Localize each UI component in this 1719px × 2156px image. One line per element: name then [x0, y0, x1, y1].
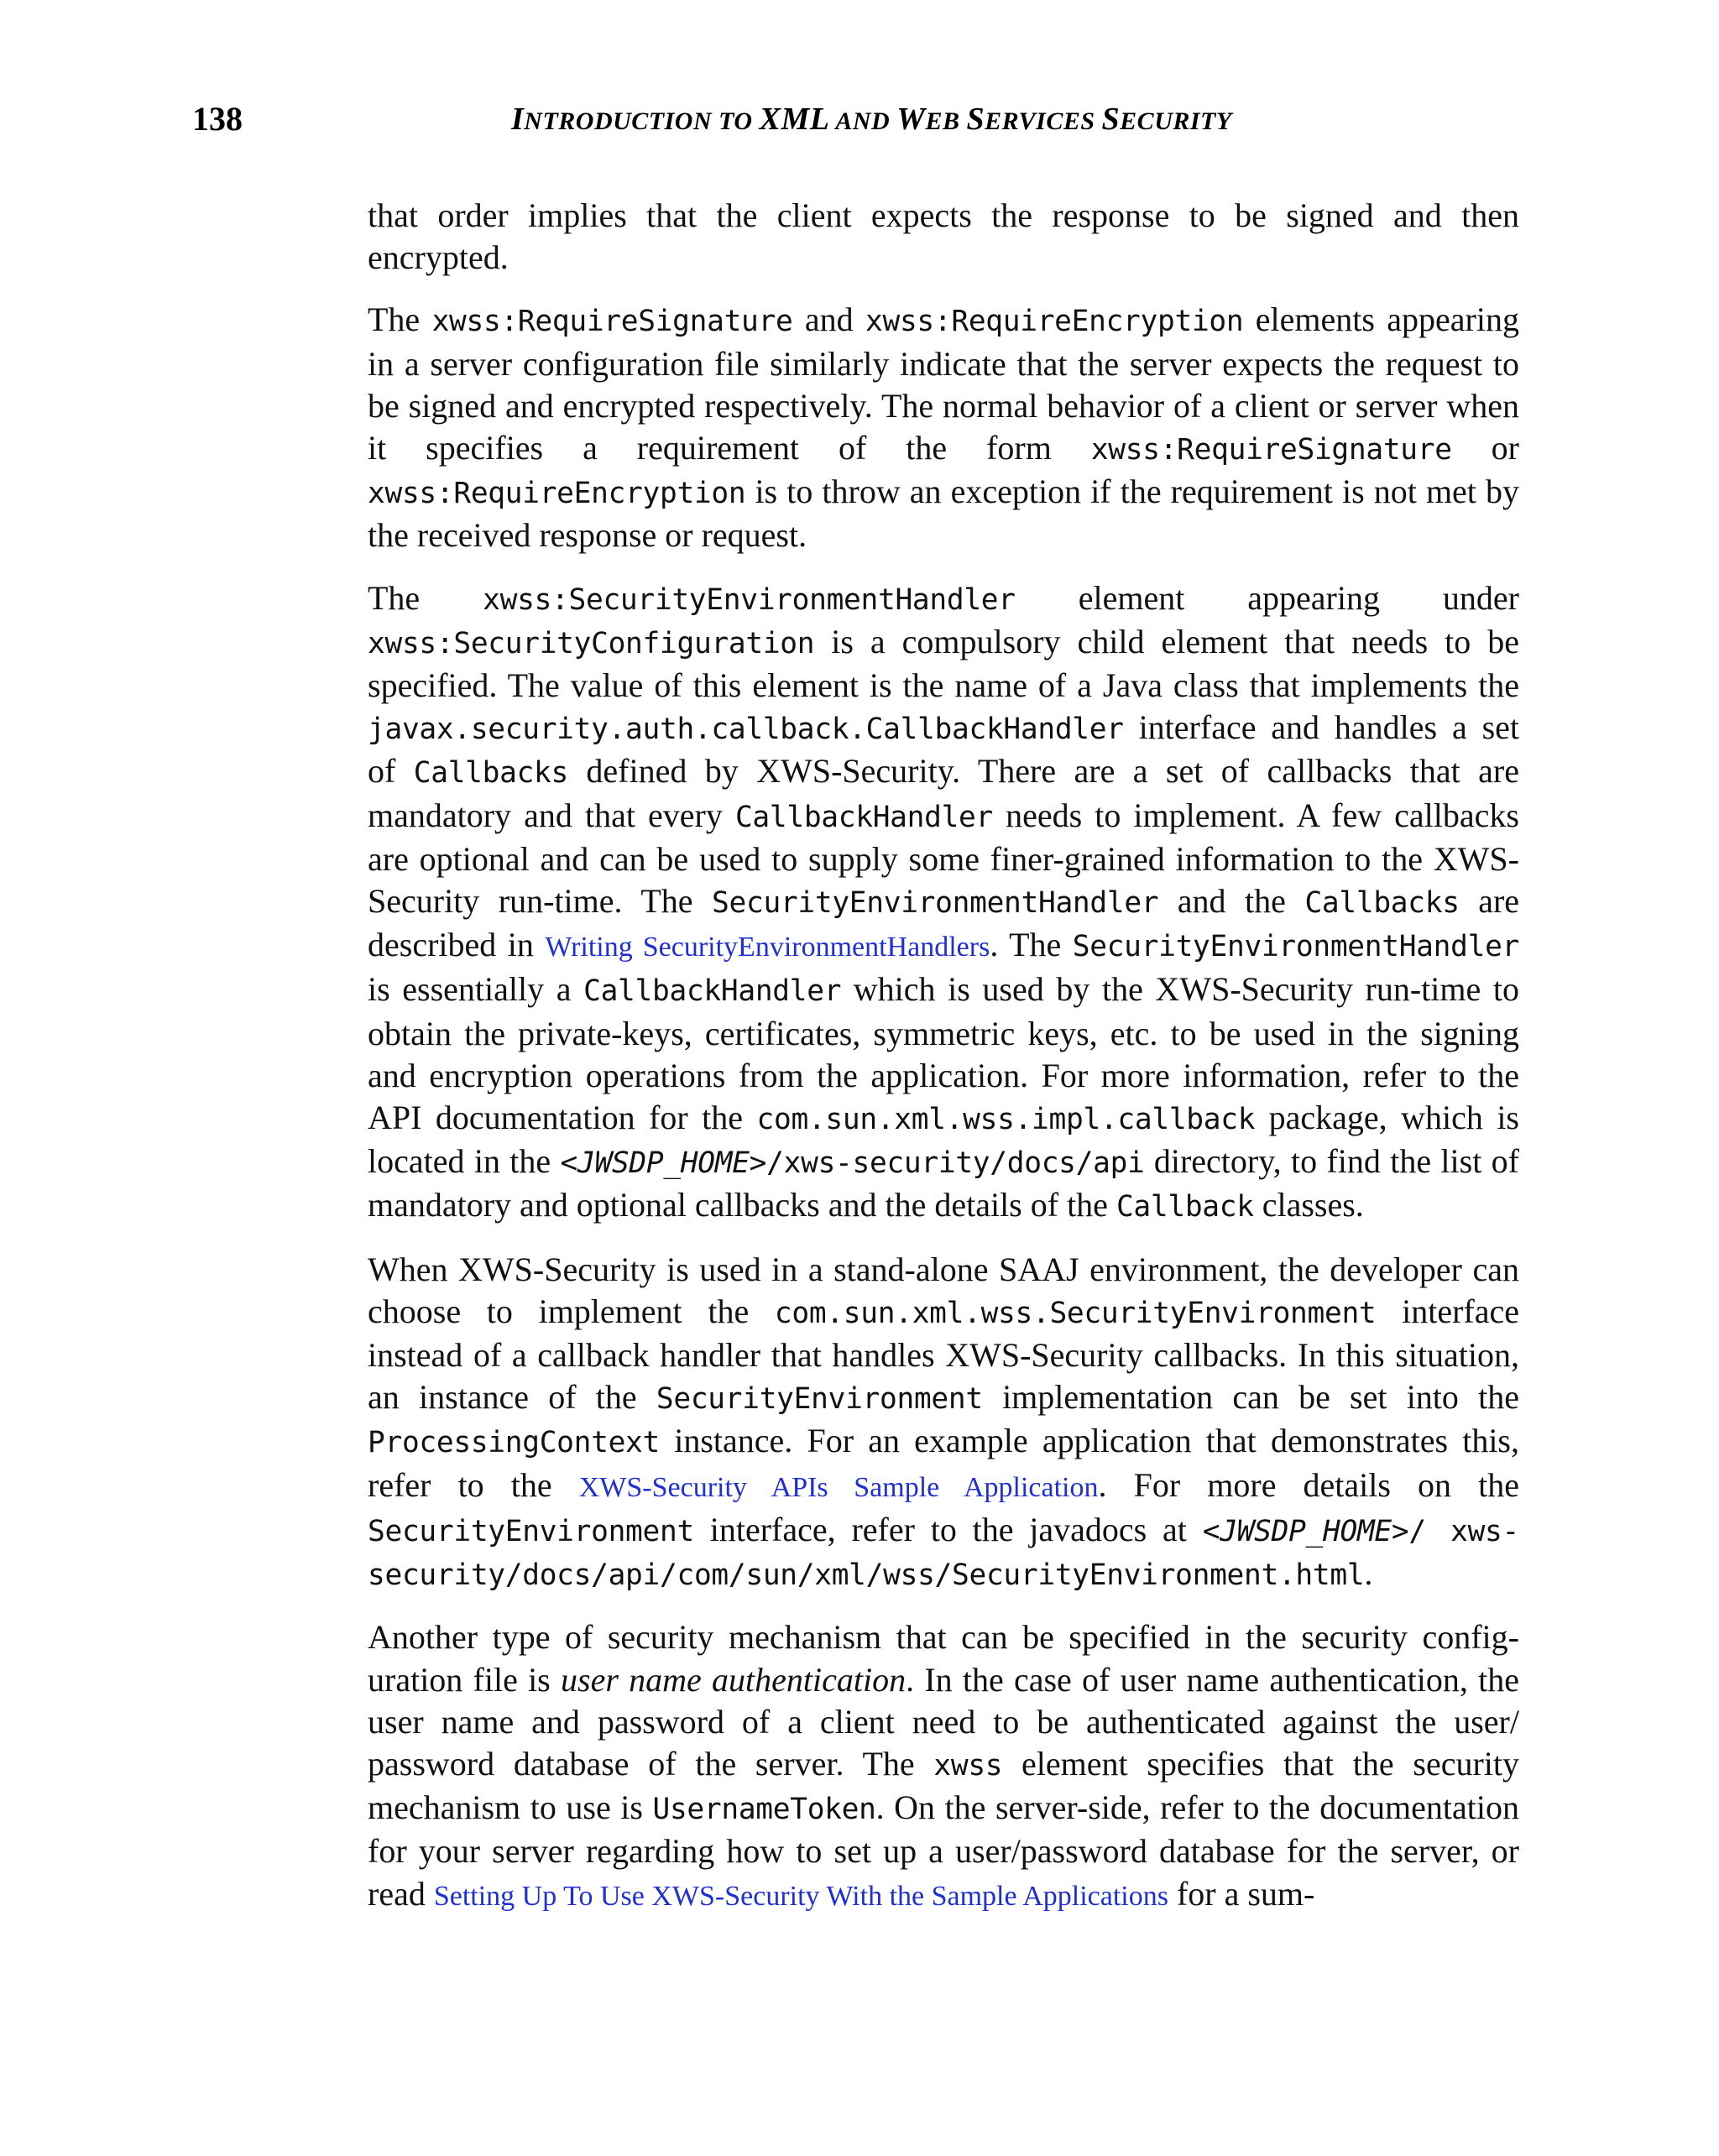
link-xws-security-apis-sample-application[interactable]: XWS-Security APIs Sample Application: [578, 1471, 1099, 1503]
link-writing-security-environment-handlers[interactable]: Writing SecurityEnvironmentHandlers: [545, 932, 990, 963]
link-setting-up-xws-security[interactable]: Setting Up To Use XWS-Security With the Sample Applications: [433, 1880, 1168, 1912]
code-span: /xws-security/docs/api: [766, 1146, 1145, 1181]
code-span: SecurityEnvironment: [368, 1514, 694, 1548]
code-span: xwss: [933, 1748, 1003, 1783]
code-span: SecurityEnvironmentHandler: [1072, 930, 1520, 964]
code-span: / xws-security/docs/api/com/sun/xml/wss/SecurityEnvironment.html: [368, 1514, 1520, 1593]
code-span: CallbackHandler: [734, 800, 993, 834]
paragraph-4: When XWS-Security is used in a stand-alone SAAJ environment, the developer can choose to implement the com.sun.xml.wss.SecurityEnvironment interface instead of a callback handler that handles XWS-Security callbacks. In this situation, an instance of the SecurityEnvironment implementation can be set into the ProcessingContext instance. For an example application that demonstrates this, refer to the XWS-Security APIs Sample Application. For more details on the SecurityEnvironment interface, refer to the javadocs at <JWSDP_HOME>/ xws-security/docs/api/com/sun/xml/wss/SecurityEnvironment.html.: [368, 1250, 1520, 1593]
code-span: xwss:RequireEncryption: [368, 477, 746, 511]
code-span: SecurityEnvironmentHandler: [712, 886, 1159, 921]
code-span: UsernameToken: [652, 1793, 876, 1827]
paragraph-3: The xwss:SecurityEnvironmentHandler element appearing under xwss:SecurityConfiguration is a compulsory child element that needs to be specified. The value of this element is the name of a Java class that implements the javax.security.auth.callback.CallbackHandler interface and handles a set of Callbacks defined by XWS-Security. There are a set of callbacks that are mandatory and that every CallbackHandler needs to implement. A few callbacks are optional and can be used to supply some finer-grained information to the XWS-Security run-time. The SecurityEnvironmentHandler and the Callbacks are described in Writing SecurityEnvironmentHandlers. The SecurityEnvironmentHandler is essentially a CallbackHandler which is used by the XWS-Security run-time to obtain the private-keys, certificates, symmetric keys, etc. to be used in the signing and encryption operations from the application. For more information, refer to the API documentation for the com.sun.xml.wss.impl.callback package, which is located in the <JWSDP_HOME>/xws-security/docs/api directory, to find the list of mandatory and optional callbacks and the details of the Callback classes.: [368, 578, 1520, 1224]
code-span: <JWSDP_HOME>: [560, 1146, 767, 1181]
paragraph-5: Another type of security mechanism that can be specified in the security configuration file is user name authentication. In the case of user name authentication, the user name and password of a client need to be authenticated against the user/ password database of the server. The xwss element specifies that the security mechanism to use is UsernameToken. On the server-side, refer to the documentation for your server regarding how to set up a user/password database for the server, or read Setting Up To Use XWS-Security With the Sample Applications for a sum-: [368, 1618, 1520, 1913]
code-span: CallbackHandler: [583, 974, 842, 1009]
code-span: xwss:SecurityEnvironmentHandler: [483, 582, 1016, 617]
code-span: com.sun.xml.wss.impl.callback: [756, 1103, 1256, 1137]
page-header: [192, 99, 1518, 149]
code-span: ProcessingContext: [368, 1426, 661, 1460]
code-span: Callbacks: [1304, 886, 1460, 921]
code-span: Callbacks: [413, 756, 568, 791]
code-span: SecurityEnvironment: [656, 1382, 983, 1417]
paragraph-2: The xwss:RequireSignature and xwss:RequireEncryption elements appearing in a server configuration file similarly indicate that the server expects the request to be signed and encrypted respectively. The normal behavior of a client or server when it specifies a requirement of the form xwss:RequireSignature or xwss:RequireEncryption is to throw an exception if the requirement is not met by the received response or request.: [368, 300, 1519, 555]
code-span: xwss:SecurityConfiguration: [368, 626, 815, 660]
code-span: Callback: [1116, 1190, 1254, 1224]
code-span: <JWSDP_HOME>: [1202, 1514, 1409, 1548]
code-span: javax.security.auth.callback.CallbackHandler: [368, 713, 1124, 747]
running-head: INTRODUCTION TO XML AND WEB SERVICES SECURITY: [511, 102, 1232, 137]
paragraph-1: that order implies that the client expects the response to be signed and then encrypted.: [368, 196, 1519, 277]
code-span: xwss:RequireSignature: [1090, 433, 1452, 467]
code-span: xwss:RequireEncryption: [865, 305, 1244, 339]
emphasis: user name authentication: [561, 1660, 907, 1699]
code-span: xwss:RequireSignature: [431, 305, 793, 339]
page-number: 138: [192, 100, 243, 138]
body-text: [368, 195, 1519, 1938]
code-span: com.sun.xml.wss.SecurityEnvironment: [774, 1296, 1377, 1330]
